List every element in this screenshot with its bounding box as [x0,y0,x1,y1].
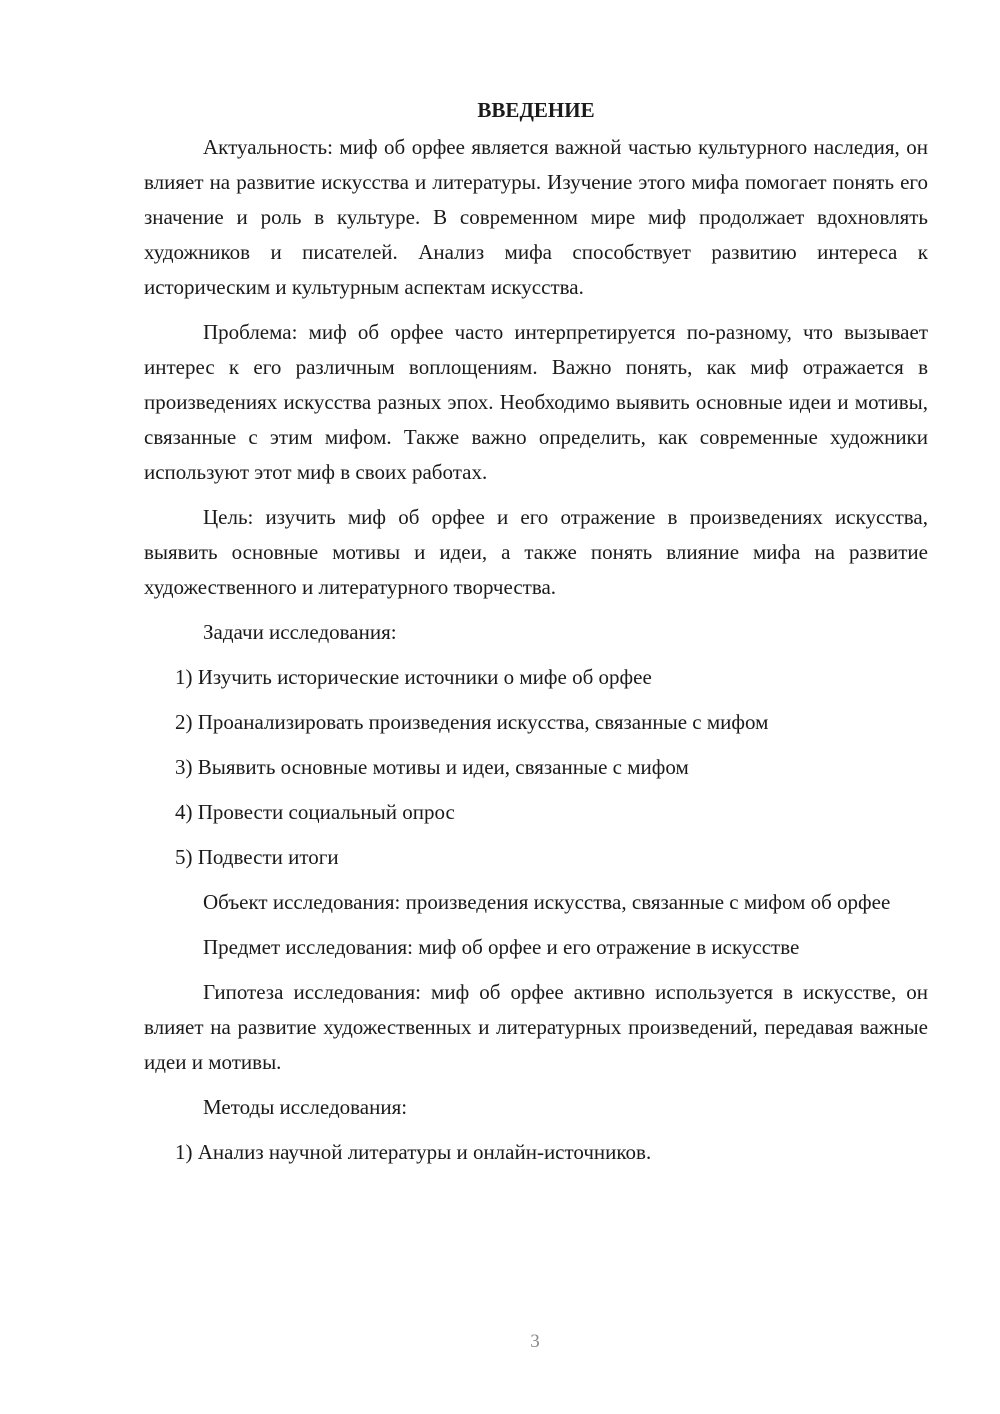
tasks-list [144,660,928,875]
methods-label: Методы исследования: [203,1095,408,1119]
methods-list [144,1135,928,1170]
subject-paragraph: Предмет исследования: миф об орфее и его отражение в искусстве [203,935,800,959]
list-item: 4) Провести социальный опрос [175,800,455,824]
goal-paragraph: Цель: изучить миф об орфее и его отражение в произведениях искусства, выявить основные мотивы и идеи, а также понять влияние мифа на развитие художественного и литературного творчества. [144,505,928,599]
tasks-label: Задачи исследования: [203,620,397,644]
list-item: 5) Подвести итоги [175,845,339,869]
page-number: 3 [530,1331,540,1352]
object-paragraph: Объект исследования: произведения искусства, связанные с мифом об орфее [203,890,891,914]
page-content [144,93,928,1180]
list-item: 1) Анализ научной литературы и онлайн-источников. [175,1140,652,1164]
problem-paragraph: Проблема: миф об орфее часто интерпретируется по-разному, что вызывает интерес к его различным воплощениям. Важно понять, как миф отражается в произведениях искусства разных эпох. Необходимо выявить основные идеи и мотивы, связанные с этим мифом. Также важно определить, как современные художники используют этот миф в своих работах. [144,320,928,484]
hypothesis-paragraph: Гипотеза исследования: миф об орфее активно используется в искусстве, он влияет на развитие художественных и литературных произведений, передавая важные идеи и мотивы. [144,980,928,1074]
list-item: 3) Выявить основные мотивы и идеи, связанные с мифом [175,755,689,779]
list-item: 2) Проанализировать произведения искусства, связанные с мифом [175,710,769,734]
section-title: ВВЕДЕНИЕ [477,98,595,122]
list-item: 1) Изучить исторические источники о мифе об орфее [175,665,652,689]
relevance-paragraph: Актуальность: миф об орфее является важной частью культурного наследия, он влияет на развитие искусства и литературы. Изучение этого мифа помогает понять его значение и роль в культуре. В современном мире миф продолжает вдохновлять художников и писателей. Анализ мифа способствует развитию интереса к историческим и культурным аспектам искусства. [144,135,928,299]
